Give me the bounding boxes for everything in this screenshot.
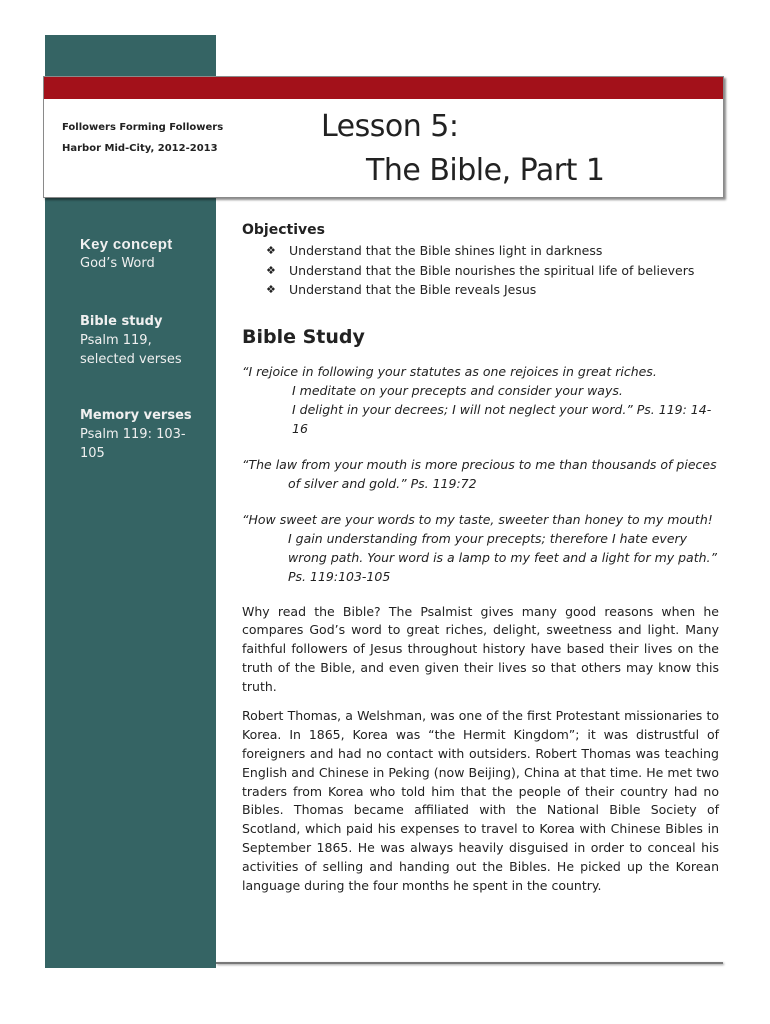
bible-study-value-line2: selected verses xyxy=(80,352,182,367)
key-concept-block xyxy=(80,235,210,273)
diamond-bullet-icon: ❖ xyxy=(266,263,276,277)
bible-study-block xyxy=(80,312,210,369)
objectives-list xyxy=(242,241,719,300)
quote-line: “How sweet are your words to my taste, sweeter than honey to my mouth! xyxy=(242,511,713,527)
lesson-header xyxy=(43,76,724,198)
quote-line: of silver and gold.” Ps. 119:72 xyxy=(288,475,477,491)
objective-text: Understand that the Bible nourishes the spiritual life of believers xyxy=(289,262,695,278)
objective-item xyxy=(242,261,719,281)
diamond-bullet-icon: ❖ xyxy=(266,283,276,296)
scripture-quote-3 xyxy=(242,510,719,586)
scripture-quote-2 xyxy=(242,455,719,493)
memory-verses-label: Memory verses xyxy=(80,408,192,423)
quote-line: I delight in your decrees; I will not neglect your word.” Ps. 119: 14-16 xyxy=(292,401,712,436)
objective-item xyxy=(242,280,719,300)
objectives-heading: Objectives xyxy=(242,222,325,238)
scripture-quote-1 xyxy=(242,362,719,438)
memory-verses-block xyxy=(80,406,210,463)
quote-line: wrong path. Your word is a lamp to my feet and a light for my path.” xyxy=(288,549,717,565)
bible-study-value-line1: Psalm 119, xyxy=(80,333,152,348)
body-paragraph: Robert Thomas, a Welshman, was one of the first Protestant missionaries to Korea. In 1865, Korea was “the Hermit Kingdom”; it was distrustful of foreigners and had no contact with outsiders. Robert Thomas was teaching English and Chinese in Peking (now Beijing), China at that time. He met two traders from Korea who told him that the people of their country had no Bibles. Thomas became affiliated with the National Bible Society of Scotland, which paid his expenses to travel to Korea with Chinese Bibles in September 1865. He was always heavily disguised in order to conceal his activities of selling and handing out the Bibles. He picked up the Korean language during the four months he spent in the country. xyxy=(242,708,719,893)
header-accent-bar xyxy=(44,77,723,99)
org-name: Followers Forming Followers xyxy=(62,122,224,133)
objective-text: Understand that the Bible reveals Jesus xyxy=(289,282,537,297)
quote-line: “I rejoice in following your statutes as one rejoices in great riches. xyxy=(242,363,657,379)
quote-line: Ps. 119:103-105 xyxy=(288,568,391,584)
main-content xyxy=(242,222,719,906)
bible-study-heading: Bible Study xyxy=(242,325,365,348)
bible-study-label: Bible study xyxy=(80,314,163,329)
lesson-number: Lesson 5: xyxy=(321,109,459,144)
objective-item xyxy=(242,241,719,261)
objective-text: Understand that the Bible shines light in darkness xyxy=(289,243,603,258)
memory-verses-value: Psalm 119: 103-105 xyxy=(80,427,186,461)
diamond-bullet-icon: ❖ xyxy=(266,244,276,257)
key-concept-label: Key concept xyxy=(80,236,173,253)
quote-line: “The law from your mouth is more precious to me than thousands of pieces xyxy=(242,456,717,472)
quote-line: I meditate on your precepts and consider your ways. xyxy=(292,382,623,398)
quote-line: I gain understanding from your precepts; therefore I hate every xyxy=(288,530,688,546)
lesson-title: The Bible, Part 1 xyxy=(366,153,605,188)
key-concept-value: God’s Word xyxy=(80,256,155,271)
footer-divider xyxy=(216,962,723,964)
body-paragraph: Why read the Bible? The Psalmist gives many good reasons when he compares God’s word to great riches, delight, sweetness and light. Many faithful followers of Jesus throughout history have based their lives on the truth of the Bible, and even given their lives so that others may know this truth. xyxy=(242,603,719,694)
org-location-year: Harbor Mid-City, 2012-2013 xyxy=(62,143,218,154)
